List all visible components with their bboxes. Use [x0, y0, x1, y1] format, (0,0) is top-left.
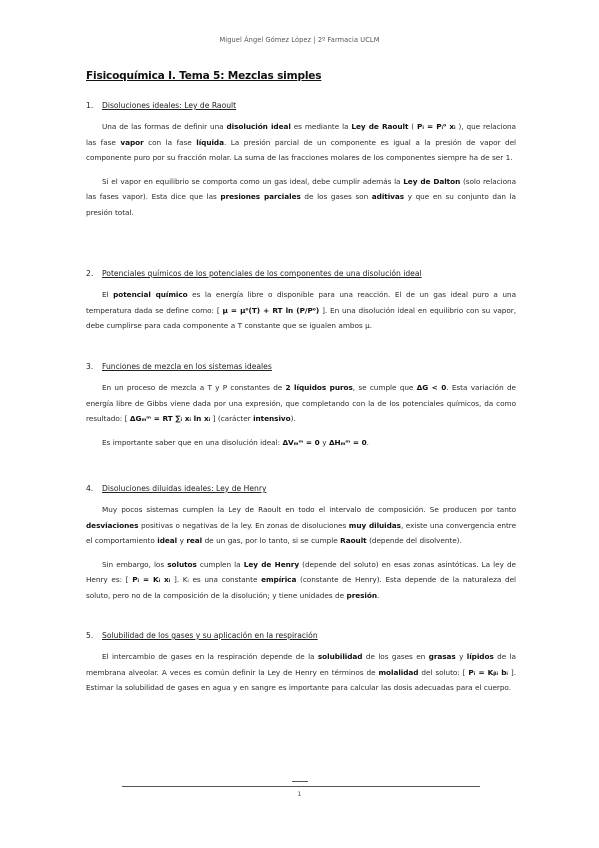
text-run: Una de las formas de definir una: [102, 122, 227, 131]
section-number: 5.: [86, 631, 94, 640]
text-run: (depende del disolvente).: [366, 536, 462, 546]
text-run: y que en su conjunto dan la presión total.: [86, 192, 516, 217]
text-run: de la membrana alveolar. A veces es común definir la Ley de Henry en términos de: [86, 652, 516, 677]
bold-term: Ley de Raoult: [351, 122, 409, 131]
section-number: 1.: [86, 101, 94, 110]
section-heading: [86, 362, 516, 371]
bold-term: 2 líquidos puros: [285, 383, 353, 392]
bold-term: presión: [346, 590, 377, 600]
bold-term: empírica: [261, 575, 297, 585]
text-run: . La presión parcial de un componente es igual a la presión de vapor del componente puro por su fracción molar. La suma de las fracciones molares de los componentes siempre ha de ser 1.: [86, 137, 516, 163]
bold-term: presiones parciales: [220, 192, 301, 202]
bold-term: solutos: [167, 559, 197, 569]
text-run: (: [408, 122, 418, 131]
text-run: En un proceso de mezcla a T y P constantes de: [102, 383, 286, 392]
section-number: 3.: [86, 362, 94, 371]
text-run: Muy pocos sistemas cumplen la Ley de Raoult en todo el intervalo de composición. Se producen por tanto: [102, 505, 516, 514]
text-run: Sin embargo, los: [102, 559, 168, 569]
text-run: y: [177, 536, 187, 546]
section-heading: [86, 101, 516, 110]
paragraph: [86, 649, 516, 696]
text-run: . Esta variación de energía libre de Gibbs viene dada por una expresión, que completando con la de los potenciales químicos, da como resultado: [: [86, 383, 516, 424]
section-number: 2.: [86, 269, 94, 278]
text-run: ), que relaciona las fase: [86, 122, 516, 147]
bold-term: vapor: [120, 137, 144, 147]
bold-term: ΔHₘᵐ = 0: [328, 437, 367, 447]
bold-term: Raoult: [340, 536, 367, 546]
text-run: y: [455, 652, 467, 661]
text-run: (depende del soluto) en esas zonas asintóticas. La ley de Henry es: [: [86, 559, 516, 585]
section-1: [86, 101, 516, 221]
section-number: 4.: [86, 484, 94, 493]
bold-term: ΔGₘᵐ = RT ∑ᵢ xᵢ ln xᵢ: [129, 414, 211, 424]
text-run: , existe una convergencia entre el comportamiento: [86, 520, 517, 546]
text-run: (constante de Henry). Esta depende de la naturaleza del soluto, pero no de la composición de la disolución; y tiene unidades de: [86, 575, 516, 600]
bold-term: disolución ideal: [226, 122, 291, 131]
bold-term: lípidos: [466, 652, 494, 661]
page-number: 1: [297, 790, 302, 798]
section-title: Disoluciones ideales: Ley de Raoult: [102, 101, 237, 110]
bold-term: líquida: [196, 137, 224, 147]
section-heading: [86, 484, 516, 493]
section-2: [86, 269, 516, 334]
text-run: ).: [290, 414, 296, 424]
text-run: de un gas, por lo tanto, si se cumple: [202, 536, 341, 546]
bold-term: Pᵢ = Kᵢ xᵢ: [132, 575, 171, 585]
bold-term: intensivo: [253, 414, 291, 424]
section-5: [86, 631, 516, 696]
bold-term: molalidad: [378, 667, 419, 677]
text-run: cumplen la: [196, 559, 244, 569]
text-run: ]. Estimar la solubilidad de gases en agua y en sangre es importante para calcular las dosis adecuadas para el cuerpo.: [86, 667, 517, 693]
bold-term: ΔVₘᵐ = 0: [282, 437, 320, 447]
text-run: .: [366, 437, 369, 447]
bold-term: Ley de Henry: [243, 559, 300, 569]
text-run: ] (carácter: [210, 414, 254, 424]
paragraph: [86, 119, 516, 166]
bold-term: aditivas: [371, 192, 405, 202]
text-run: es la energía libre o disponible para una reacción. El de un gas ideal puro a una temperatura dada se define como: [: [86, 290, 516, 315]
bold-term: real: [186, 536, 203, 546]
text-run: El intercambio de gases en la respiración depende de la: [102, 652, 318, 661]
text-run: positivas o negativas de la ley. En zonas de disoluciones: [138, 520, 349, 530]
paragraph: [86, 380, 516, 427]
text-run: del soluto: [: [418, 667, 469, 677]
text-run: ]. En una disolución ideal en equilibrio con su vapor, debe cumplirse para cada componente a T constante que se igualen ambos μ.: [86, 305, 517, 331]
bold-term: desviaciones: [86, 520, 139, 530]
text-run: de los gases en: [362, 652, 429, 661]
section-4: [86, 484, 516, 604]
text-run: de los gases son: [300, 192, 372, 202]
footer-divider-short: [292, 781, 308, 782]
bold-term: ideal: [157, 536, 178, 546]
text-run: Es importante saber que en una disolución ideal:: [102, 437, 283, 447]
text-run: .: [377, 590, 380, 600]
text-run: (solo relaciona las fases vapor). Esta dice que las: [86, 176, 516, 202]
footer-divider: [122, 786, 480, 787]
bold-term: potencial químico: [113, 290, 188, 299]
text-run: ]. Kᵢ es una constante: [170, 575, 262, 585]
bold-term: grasas: [428, 652, 456, 661]
paragraph: [86, 435, 516, 451]
document-title: Fisicoquímica I. Tema 5: Mezclas simples: [86, 70, 322, 82]
paragraph: [86, 174, 516, 221]
section-title: Solubilidad de los gases y su aplicación en la respiración: [102, 631, 318, 640]
section-heading: [86, 631, 516, 640]
text-run: y: [319, 437, 329, 447]
section-3: [86, 362, 516, 450]
section-heading: [86, 269, 516, 278]
bold-term: muy diluidas: [348, 520, 401, 530]
section-title: Funciones de mezcla en los sistemas ideales: [102, 362, 272, 371]
bold-term: Ley de Dalton: [403, 176, 461, 186]
text-run: con la fase: [143, 137, 197, 147]
paragraph: [86, 502, 516, 549]
text-run: Si el vapor en equilibrio se comporta como un gas ideal, debe cumplir además la: [102, 176, 404, 186]
bold-term: ΔG < 0: [416, 383, 447, 392]
text-run: es mediante la: [290, 122, 352, 131]
page-header: Miguel Ángel Gómez López | 2º Farmacia UCLM: [219, 36, 380, 44]
bold-term: Pᵢ = Pᵢ⁰ xᵢ: [417, 122, 456, 131]
bold-term: Pᵢ = Kᵦᵢ bᵢ: [468, 667, 508, 677]
paragraph: [86, 557, 516, 604]
bold-term: μ = μ⁰(T) + RT ln (P/P⁰): [222, 305, 320, 315]
section-title: Disoluciones diluidas ideales: Ley de Henry: [102, 484, 267, 493]
paragraph: [86, 287, 516, 334]
section-title: Potenciales químicos de los potenciales de los componentes de una disolución ideal: [102, 269, 422, 278]
text-run: , se cumple que: [352, 383, 417, 392]
text-run: El: [102, 290, 114, 299]
bold-term: solubilidad: [317, 652, 363, 661]
